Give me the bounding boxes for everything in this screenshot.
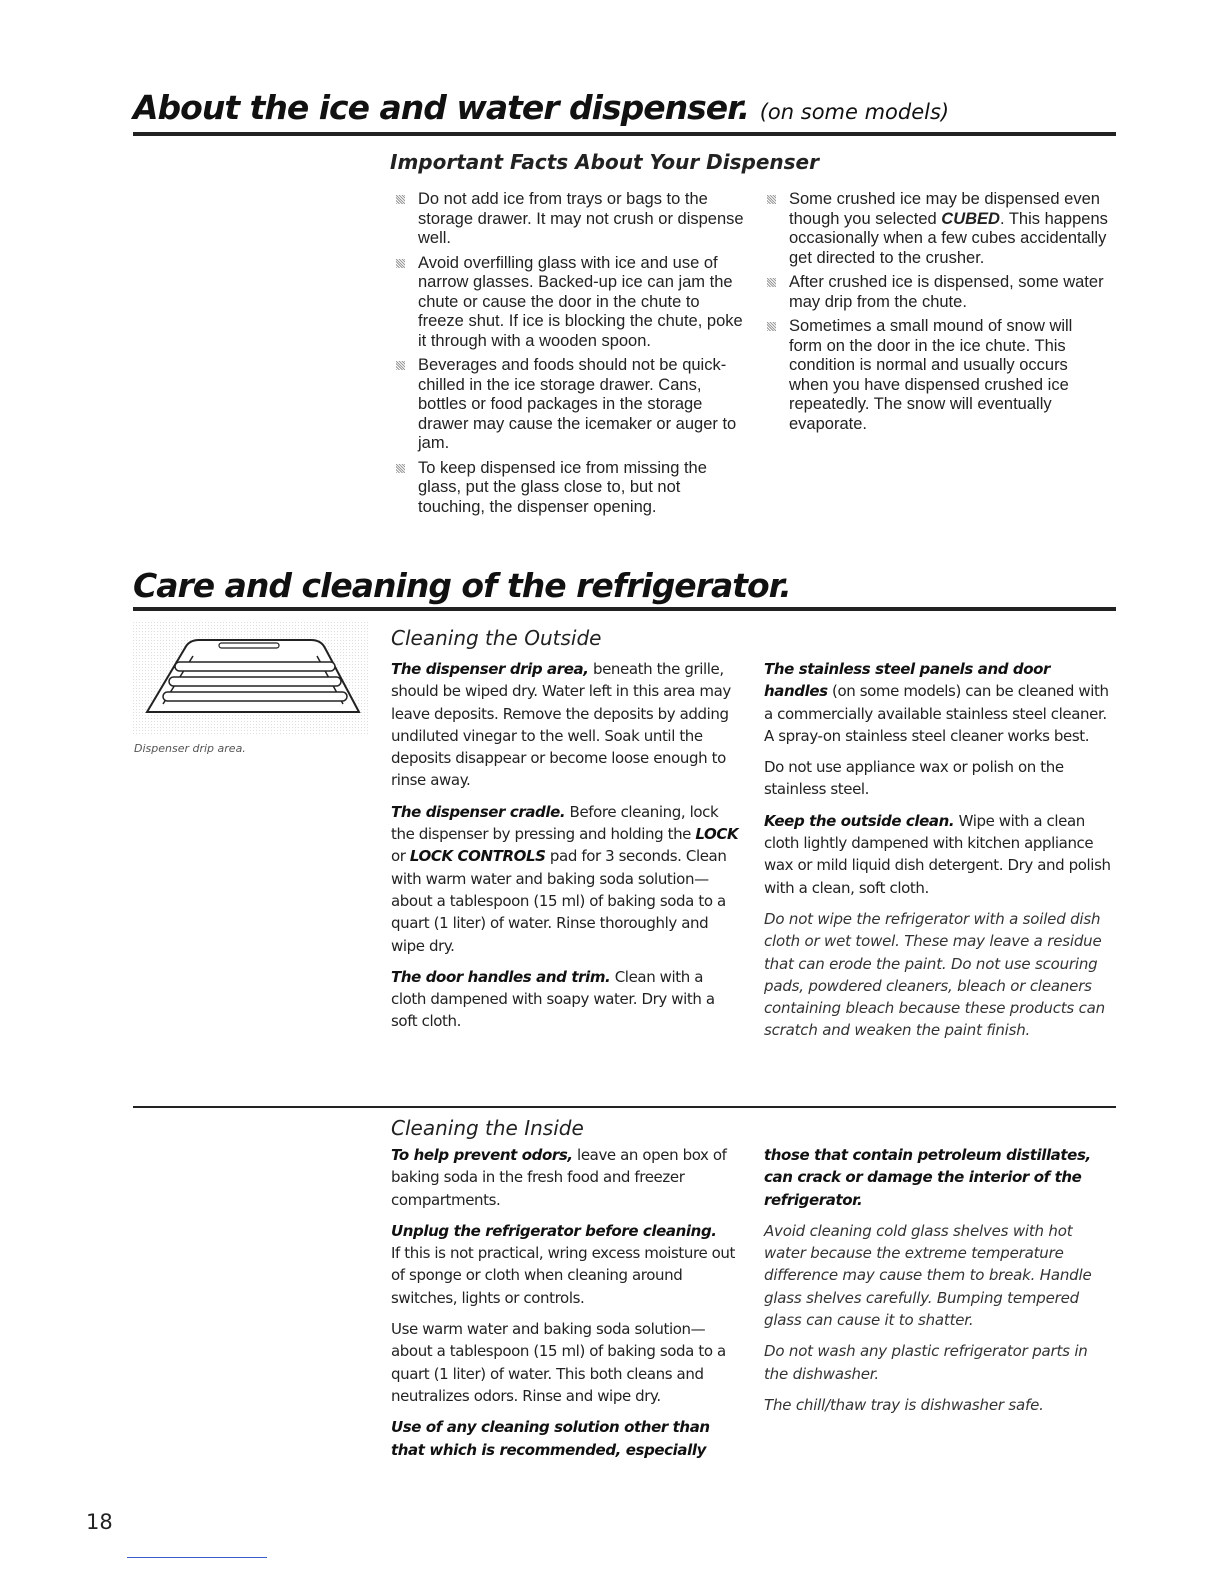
list-item: Avoid overfilling glass with ice and use of narrow glasses. Backed-up ice can jam the chute or cause the door in the chute to freeze shut. If ice is blocking the chute, poke it through with a wooden spoon. [386,254,748,352]
paragraph: those that contain petroleum distillates, can crack or damage the interior of the refrigerator. [764,1146,1091,1209]
cleaning-inside-right-column [764,1144,1114,1425]
paragraph: To help prevent odors, leave an open box of baking soda in the fresh food and freezer compartments. [391,1146,727,1209]
section-title-care: Care and cleaning of the refrigerator. [133,566,791,605]
bullet-icon [767,278,776,287]
paragraph: Do not wipe the refrigerator with a soiled dish cloth or wet towel. These may leave a residue that can erode the paint. Do not use scouring pads, powdered cleaners, bleach or cleaners containing bleach because these products can scratch and weaken the paint finish. [764,909,1105,1040]
paragraph: The dispenser cradle. Before cleaning, lock the dispenser by pressing and holding the LOCK or LOCK CONTROLS pad for 3 seconds. Clean with warm water and baking soda solution—about a tablespoon (15 ml) of baking soda to a quart (1 liter) of water. Rinse thoroughly and wipe dry. [391,802,739,955]
bullet-icon [396,361,405,370]
dispenser-facts-right-list [757,190,1109,439]
paragraph: The door handles and trim. Clean with a cloth dampened with soapy water. Dry with a soft cloth. [391,967,715,1031]
cleaning-outside-right-column [764,658,1114,1051]
paragraph: Keep the outside clean. Wipe with a clean cloth lightly dampened with kitchen appliance wax or mild liquid dish detergent. Dry and polish with a clean, soft cloth. [764,811,1111,897]
list-item: After crushed ice is dispensed, some water may drip from the chute. [757,273,1109,312]
dispenser-facts-heading: Important Facts About Your Dispenser [390,150,819,174]
paragraph: The chill/thaw tray is dishwasher safe. [764,1395,1044,1414]
cleaning-inside-heading: Cleaning the Inside [391,1116,584,1140]
dispenser-facts-left-list [386,190,748,522]
bullet-icon [396,195,405,204]
title-text: About the ice and water dispenser. [133,88,750,127]
list-item: Sometimes a small mound of snow will form on the door in the ice chute. This condition is normal and usually occurs when you have dispensed crushed ice repeatedly. The snow will eventually evaporate. [757,317,1109,434]
dispenser-drip-area-image [133,622,369,734]
cleaning-outside-heading: Cleaning the Outside [391,626,602,650]
list-item: Some crushed ice may be dispensed even though you selected CUBED. This happens occasionally when a few cubes accidentally get directed to the crusher. [757,190,1109,268]
paragraph: Do not wash any plastic refrigerator parts in the dishwasher. [764,1342,1088,1383]
page-number: 18 [86,1510,113,1534]
bullet-icon [767,322,776,331]
cleaning-inside-left-column [391,1144,743,1470]
paragraph: Unplug the refrigerator before cleaning. If this is not practical, wring excess moisture out of sponge or cloth when cleaning around switches, lights or controls. [391,1221,736,1307]
subsection-rule [133,1106,1116,1108]
list-item: To keep dispensed ice from missing the glass, put the glass close to, but not touching, the dispenser opening. [386,459,748,518]
section-title-dispenser [133,88,949,127]
list-item: Beverages and foods should not be quick-chilled in the ice storage drawer. Cans, bottles or food packages in the storage drawer may cause the icemaker or auger to jam. [386,356,748,454]
image-caption: Dispenser drip area. [134,742,246,755]
footer-line [127,1557,267,1558]
bullet-icon [396,259,405,268]
section-rule [133,607,1116,611]
paragraph: Use warm water and baking soda solution—about a tablespoon (15 ml) of baking soda to a quart (1 liter) of water. This both cleans and neutralizes odors. Rinse and wipe dry. [391,1320,726,1405]
drip-tray-icon [133,622,369,734]
paragraph: Avoid cleaning cold glass shelves with hot water because the extreme temperature difference may cause them to break. Handle glass shelves carefully. Bumping tempered glass can cause it to shatter. [764,1221,1092,1330]
list-item: Do not add ice from trays or bags to the storage drawer. It may not crush or dispense well. [386,190,748,249]
bullet-icon [396,464,405,473]
title-subtext: (on some models) [759,100,950,124]
bullet-icon [767,195,776,204]
paragraph: Do not use appliance wax or polish on the stainless steel. [764,758,1064,799]
cleaning-outside-left-column [391,658,741,1042]
paragraph: The stainless steel panels and door handles (on some models) can be cleaned with a commercially available stainless steel cleaner. A spray-on stainless steel cleaner works best. [764,660,1109,745]
paragraph: The dispenser drip area, beneath the grille, should be wiped dry. Water left in this area may leave deposits. Remove the deposits by adding undiluted vinegar to the well. Soak until the deposits disappear or become loose enough to rinse away. [391,660,731,790]
paragraph: Use of any cleaning solution other than that which is recommended, especially [391,1418,710,1459]
section-rule [133,132,1116,136]
